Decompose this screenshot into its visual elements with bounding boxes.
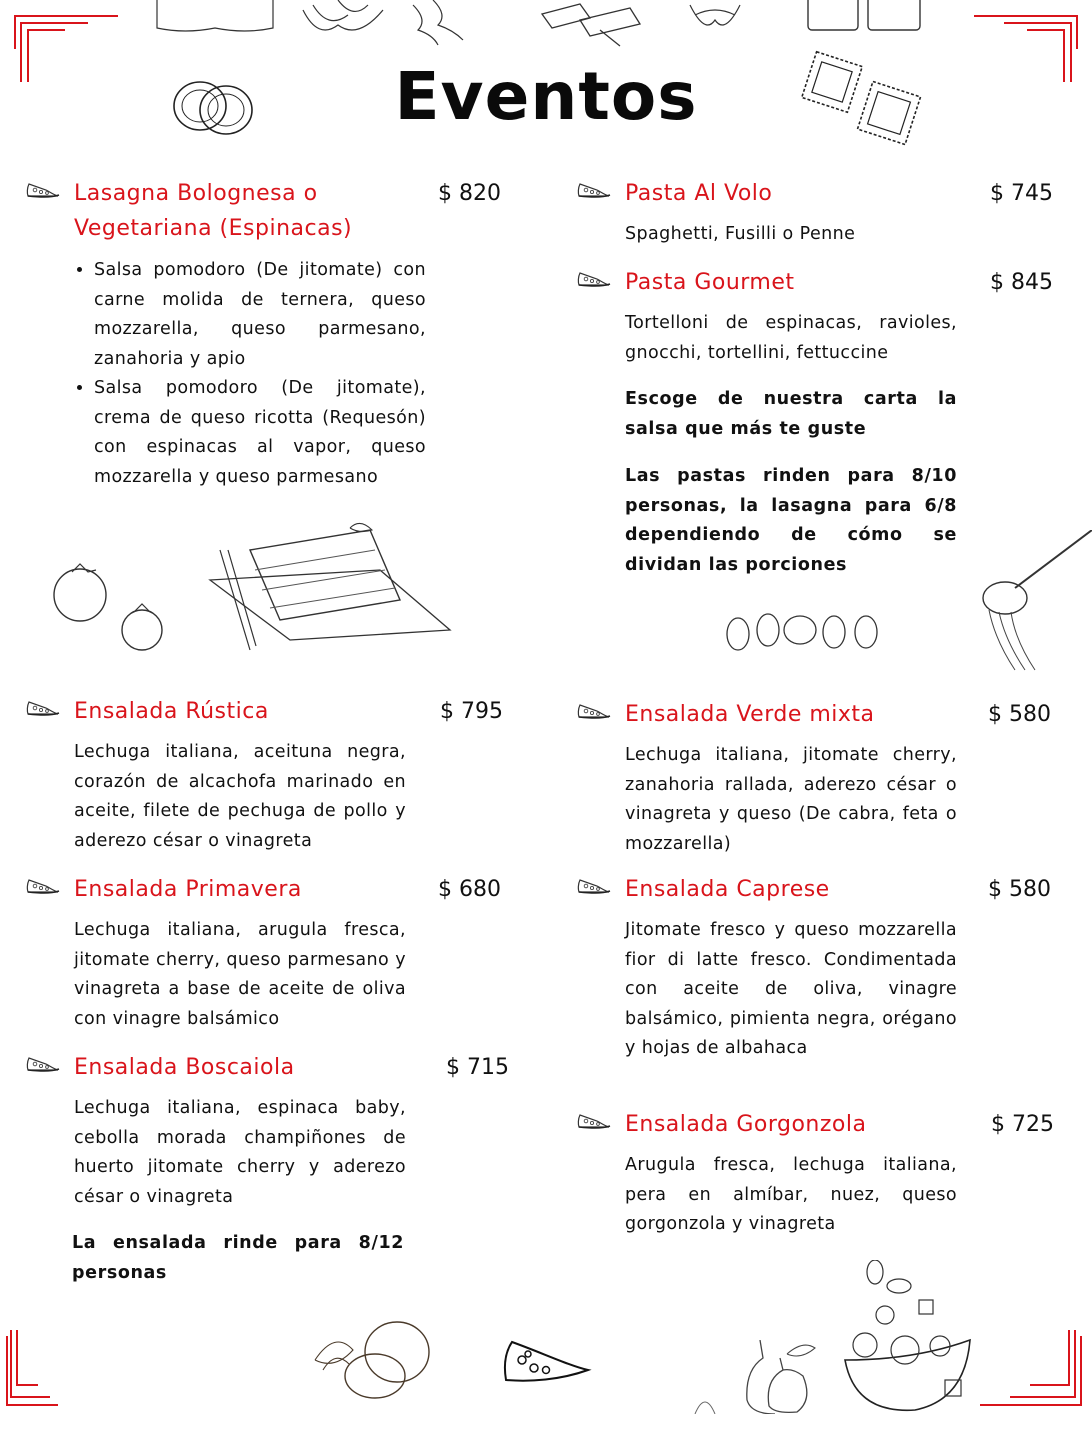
salad-bowl-sketch-icon xyxy=(835,1260,975,1414)
corner-ornament-bottom-left xyxy=(6,1330,106,1430)
menu-item-pasta-gourmet xyxy=(577,265,1057,375)
pizza-slice-icon xyxy=(26,1056,60,1072)
tomatoes-sketch-icon xyxy=(50,560,170,655)
item-description: Jitomate fresco y queso mozzarella fior di latte fresco. Condimentada con aceite de oliva, vinagre balsámico, pimienta negra, orégano y hojas de albahaca xyxy=(625,920,957,1058)
menu-item-lasagna xyxy=(26,176,506,516)
item-name: Pasta Gourmet xyxy=(625,270,795,295)
penne-sketch-icon xyxy=(540,0,650,48)
pizza-slice-sketch-icon xyxy=(500,1340,592,1385)
pizza-slice-icon xyxy=(577,878,611,894)
item-name: Ensalada Rústica xyxy=(74,699,269,724)
pizza-slice-icon xyxy=(26,182,60,198)
item-description: Tortelloni de espinacas, ravioles, gnocchi, tortellini, fettuccine xyxy=(625,313,957,363)
pizza-slice-icon xyxy=(26,878,60,894)
menu-item-ensalada-gorgonzola xyxy=(577,1107,1057,1237)
page-title: Eventos xyxy=(394,58,698,135)
item-name: Ensalada Gorgonzola xyxy=(625,1112,867,1137)
item-name: Ensalada Primavera xyxy=(74,877,302,902)
menu-item-ensalada-boscaiola xyxy=(26,1050,509,1210)
item-price: $ 680 xyxy=(438,877,501,902)
item-bullets xyxy=(74,256,426,492)
pizza-slice-icon xyxy=(577,182,611,198)
item-description: Lechuga italiana, aceituna negra, corazón de alcachofa marinado en aceite, filete de pechuga de pollo y aderezo césar o vinagreta xyxy=(74,742,406,851)
lasagna-plate-sketch-icon xyxy=(200,520,460,665)
item-price: $ 845 xyxy=(990,270,1053,295)
item-description: Arugula fresca, lechuga italiana, pera en almíbar, nuez, queso gorgonzola y vinagreta xyxy=(625,1155,957,1234)
menu-item-ensalada-verde-mixta xyxy=(577,697,1057,857)
salad-servings-note: La ensalada rinde para 8/12 personas xyxy=(72,1233,404,1283)
item-name: Pasta Al Volo xyxy=(625,181,773,206)
item-price: $ 745 xyxy=(990,181,1053,206)
item-price: $ 795 xyxy=(440,699,503,724)
gnocchi-sketch-icon xyxy=(722,608,882,656)
item-name: Ensalada Caprese xyxy=(625,877,830,902)
item-description: Lechuga italiana, jitomate cherry, zanahoria rallada, aderezo césar o vinagreta y queso (De cabra, feta o mozzarella) xyxy=(625,745,957,854)
pasta-nest-sketch-icon-2 xyxy=(685,0,745,38)
sauce-choice-note: Escoge de nuestra carta la salsa que más te guste xyxy=(625,389,957,439)
mozzarella-basil-sketch-icon xyxy=(305,1320,440,1400)
menu-item-ensalada-primavera xyxy=(26,872,506,1032)
item-name: Ensalada Boscaiola xyxy=(74,1055,295,1080)
pizza-slice-icon xyxy=(577,703,611,719)
pasta-nest-sketch-icon xyxy=(298,0,388,40)
item-price: $ 715 xyxy=(446,1055,509,1080)
item-price: $ 725 xyxy=(991,1112,1054,1137)
item-description: Lechuga italiana, espinaca baby, cebolla morada champiñones de huerto jitomate cherry y aderezo césar o vinagreta xyxy=(74,1098,406,1207)
item-price: $ 580 xyxy=(988,702,1051,727)
menu-item-ensalada-rustica xyxy=(26,694,506,854)
bullet-vegetariana: • Salsa pomodoro (De jitomate), crema de queso ricotta (Requesón) con espinacas al vapor, queso mozzarella y queso parmesano xyxy=(94,374,426,492)
corner-ornament-bottom-right xyxy=(980,1330,1080,1430)
ravioli-sketch-icon xyxy=(155,0,275,34)
item-name: Lasagna Bolognesa o Vegetariana (Espinacas) xyxy=(74,181,353,241)
pears-sketch-icon xyxy=(685,1340,835,1414)
item-description: Lechuga italiana, arugula fresca, jitomate cherry, queso parmesano y vinagreta a base de aceite de oliva con vinagre balsámico xyxy=(74,920,406,1029)
ravioli-pair-sketch-icon xyxy=(800,0,930,40)
menu-item-pasta-al-volo xyxy=(577,176,1057,256)
item-name: Ensalada Verde mixta xyxy=(625,702,875,727)
menu-item-ensalada-caprese xyxy=(577,872,1057,1092)
pizza-slice-icon xyxy=(577,1113,611,1129)
pizza-slice-icon xyxy=(26,700,60,716)
fusilli-sketch-icon xyxy=(408,0,468,48)
item-description: Spaghetti, Fusilli o Penne xyxy=(625,224,856,244)
item-price: $ 820 xyxy=(438,181,501,206)
bullet-bolognesa: • Salsa pomodoro (De jitomate) con carne molida de ternera, queso mozzarella, queso parmesano, zanahoria y apio xyxy=(94,256,426,374)
item-price: $ 580 xyxy=(988,877,1051,902)
pizza-slice-icon xyxy=(577,271,611,287)
pasta-servings-note: Las pastas rinden para 8/10 personas, la lasagna para 6/8 dependiendo de cómo se dividan las porciones xyxy=(625,466,957,575)
fork-spaghetti-sketch-icon xyxy=(975,530,1092,675)
